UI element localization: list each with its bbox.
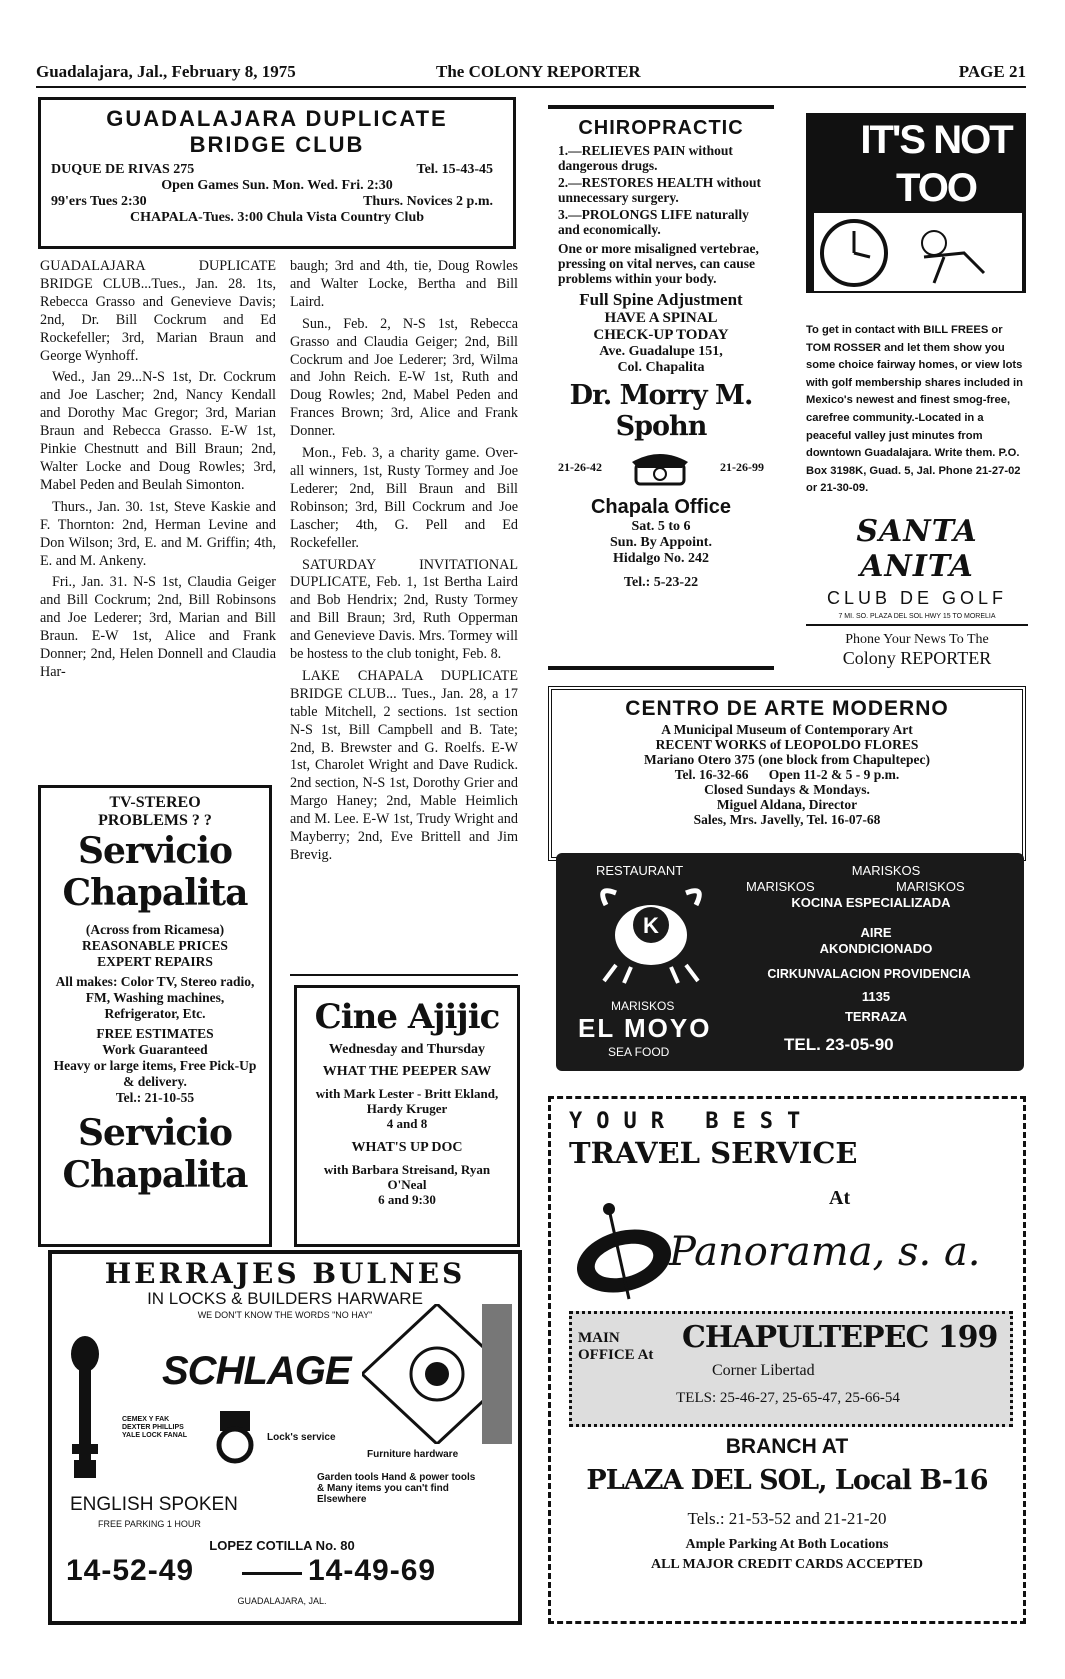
door-knob-icon — [362, 1304, 512, 1444]
tv-head-2: PROBLEMS ? ? — [98, 812, 212, 829]
chiro-doctor: Dr. Morry M. Spohn — [569, 380, 753, 442]
article-paragraph: Thurs., Jan. 30. 1st, Steve Kaskie and F. Thornton: 2nd, Herman Levine and Don Wilson; 3rd, E. and M. Griffin; 4th, E. and M. Ankeny. — [40, 498, 276, 569]
centro-title: CENTRO DE ARTE MODERNO — [625, 697, 949, 720]
bridge-title-2: BRIDGE CLUB — [189, 132, 365, 157]
chiro-address: Ave. Guadalupe 151, — [599, 344, 723, 359]
mar-kocina: KOCINA ESPECIALIZADA — [791, 895, 951, 910]
mar-seafood: SEA FOOD — [608, 1045, 670, 1059]
centro-l3: Mariano Otero 375 (one block from Chapultepec) — [644, 752, 930, 767]
cine-cast-1: with Mark Lester - Britt Ekland, Hardy Kruger — [315, 1086, 499, 1116]
herr-garden: Garden tools Hand & power tools & Many items you can't find Elsewhere — [317, 1472, 476, 1505]
santa-name: SANTA ANITA — [856, 514, 978, 584]
cine-film-2: WHAT'S UP DOC — [351, 1140, 463, 1155]
late-line-2: TOO — [896, 166, 976, 210]
travel-branch: BRANCH AT — [725, 1435, 849, 1458]
mar-m2: MARISKOS — [746, 879, 815, 894]
centro-open: Open 11-2 & 5 - 9 p.m. — [768, 767, 900, 782]
herr-locks: Lock's service — [267, 1432, 336, 1443]
herr-brands-list: CEMEX Y FAK DEXTER PHILLIPS YALE LOCK FANAL — [122, 1416, 188, 1439]
bridge-99ers: 99'ers Tues 2:30 — [51, 194, 147, 209]
panorama-travel-ad — [548, 1096, 1026, 1624]
tv-tel: Tel.: 21-10-55 — [115, 1090, 195, 1105]
herrajes-bulnes-ad — [48, 1250, 522, 1625]
cine-times-1: 4 and 8 — [386, 1116, 428, 1131]
tv-head-1: TV-STEREO — [109, 794, 201, 811]
chiro-checkup-1: HAVE A SPINAL — [604, 310, 718, 326]
centro-l1: A Municipal Museum of Contemporary Art — [661, 722, 913, 737]
mar-akon: AKONDICIONADO — [819, 941, 933, 956]
travel-credit: ALL MAJOR CREDIT CARDS ACCEPTED — [650, 1557, 923, 1572]
centro-closed: Closed Sundays & Mondays. — [704, 782, 870, 797]
chiro-sun: Sun. By Appoint. — [610, 535, 712, 550]
chiropractic-ad — [548, 105, 774, 670]
mar-aire: AIRE — [860, 925, 892, 940]
paper-name: The COLONY REPORTER — [436, 62, 641, 81]
mar-terraza: TERRAZA — [844, 1009, 908, 1024]
bridge-chapala: CHAPALA-Tues. 3:00 Chula Vista Country Club — [129, 210, 425, 225]
herr-phone-rule — [242, 1572, 302, 1575]
late-line-1: IT'S NOT — [860, 118, 1012, 162]
chiro-title: CHIROPRACTIC — [578, 117, 744, 139]
herr-english: ENGLISH SPOKEN — [70, 1494, 238, 1515]
santa-sub: 7 MI. SO. PLAZA DEL SOL HWY 15 TO MORELIA — [838, 613, 996, 620]
chiro-phone-2: 21-26-99 — [720, 460, 764, 474]
travel-parking: Ample Parking At Both Locations — [685, 1537, 889, 1552]
tv-estimates: FREE ESTIMATES — [96, 1026, 214, 1041]
bridge-tel: Tel. 15-43-45 — [416, 162, 493, 177]
crab-logo-icon — [596, 885, 706, 985]
travel-service: TRAVEL SERVICE — [569, 1136, 858, 1170]
herr-title: HERRAJES BULNES — [104, 1257, 466, 1290]
column-rule — [290, 974, 518, 976]
antique-key-icon — [64, 1334, 106, 1484]
tv-brand-4: Chapalita — [62, 1154, 248, 1196]
mariskos-el-moyo-ad — [556, 853, 1024, 1071]
tv-heavy: Heavy or large items, Free Pick-Up & delivery. — [53, 1058, 257, 1089]
bridge-open: Open Games Sun. Mon. Wed. Fri. 2:30 — [161, 178, 393, 193]
herr-city: GUADALAJARA, JAL. — [237, 1596, 327, 1606]
cine-times-2: 6 and 9:30 — [378, 1192, 436, 1207]
chiro-colonia: Col. Chapalita — [617, 360, 705, 375]
its-not-too-late-ad — [806, 113, 1026, 293]
mar-restaurant: RESTAURANT — [596, 863, 684, 878]
travel-chap: CHAPULTEPEC 199 — [682, 1320, 998, 1355]
tv-across: (Across from Ricamesa) — [85, 922, 225, 937]
cine-days: Wednesday and Thursday — [328, 1042, 486, 1057]
article-paragraph: LAKE CHAPALA DUPLICATE BRIDGE CLUB... Tues., Jan. 28, a 17 table Mitchell, 2 sections. 1st section N-S 1st, Bill Campbell and B. Tate; 2nd, B. Brewster and G. Roelfs. E-W 1st, Charolet Wright and Dave Rudick. 2nd section, N-S 1st, Dorothy Grier and Margo Haney; 2nd, Mable Heimlich and M. Lee. E-W 1st, Trudy Wright and Mayberry; 2nd, Eve Brittell and Jim Brevig. — [290, 667, 518, 863]
santa-club: CLUB DE GOLF — [826, 588, 1008, 608]
herr-parking: FREE PARKING 1 HOUR — [98, 1519, 201, 1529]
mar-mariskos-label: MARISKOS — [611, 999, 675, 1013]
mar-num: 1135 — [861, 989, 891, 1004]
running-clock-icon — [814, 213, 1022, 291]
travel-corner: Corner Libertad — [712, 1362, 815, 1379]
bridge-results-column-1 — [40, 258, 276, 772]
travel-main: MAIN OFFICE At — [578, 1330, 654, 1363]
telephone-icon — [630, 450, 690, 486]
tv-brand-2: Chapalita — [62, 872, 248, 914]
panorama-logo-icon — [569, 1199, 679, 1309]
mar-m3: MARISKOS — [896, 879, 965, 894]
article-paragraph: GUADALAJARA DUPLICATE BRIDGE CLUB...Tues., Jan. 28. 1ts, Rebecca Grasso and Genevieve Davis; 2nd, Dr. Bill Cockrum and Ed Rockefeller; 3rd, Marian Braun and George Wynhoff. — [40, 258, 276, 364]
svg-text:K: K — [643, 913, 659, 938]
cine-cast-2: with Barbara Streisand, Ryan O'Neal — [323, 1162, 491, 1192]
travel-at: At — [829, 1187, 851, 1209]
tv-prices: REASONABLE PRICES — [82, 938, 228, 953]
cine-film-1: WHAT THE PEEPER SAW — [322, 1064, 492, 1079]
travel-tels: TELS: 25-46-27, 25-65-47, 25-66-54 — [676, 1390, 900, 1406]
mar-circ: CIRKUNVALACION PROVIDENCIA — [767, 967, 971, 981]
bridge-club-ad — [38, 97, 516, 249]
bridge-results-column-2 — [290, 258, 518, 974]
knocker-icon — [212, 1409, 258, 1465]
herr-sub: IN LOCKS & BUILDERS HARWARE — [147, 1289, 423, 1308]
chiro-office: Chapala Office — [590, 496, 732, 518]
article-paragraph: Mon., Feb. 3, a charity game. Over-all winners, 1st, Rusty Tormey and Joe Lederer; 2nd, Bill Braun and Bill Robinson; 3rd, Bill Cockrum and Joe Lascher; 4th, G. Pell and Ed Rockefeller. — [290, 445, 518, 551]
main-office-box — [569, 1311, 1013, 1427]
tv-makes: All makes: Color TV, Stereo radio, FM, Washing machines, Refrigerator, Etc. — [55, 974, 255, 1021]
santa-rule — [806, 624, 1028, 626]
bridge-novices: Thurs. Novices 2 p.m. — [363, 194, 493, 209]
centro-arte-moderno-ad — [548, 686, 1026, 861]
mar-elmoyo: EL MOYO — [578, 1013, 712, 1043]
santa-anita-ad — [806, 514, 1028, 622]
herr-phone-1: 14-52-49 — [66, 1554, 195, 1587]
article-paragraph: Fri., Jan. 31. N-S 1st, Claudia Geiger and Bill Cockrum; 2nd, Bill Robinsons and Joe Lederer; 3rd, Marian and Bill Braun. E-W 1st, Alice and Frank Donner; 2nd, Helen Donnell and Claudia Har- — [40, 574, 276, 680]
chiro-item-3: 3.—PROLONGS LIFE naturally and economically. — [558, 207, 749, 237]
centro-sales: Sales, Mrs. Javelly, Tel. 16-07-68 — [693, 812, 881, 827]
article-paragraph: Sun., Feb. 2, N-S 1st, Rebecca Grasso and Claudia Geiger; 2nd, Bill Cockrum and Joe Lederer; 3rd, Wilma and John Reich. E-W 1st, Ruth and Doug Rowles; 2nd, Mabel Peden and Frances Brown; 3rd, Alice and Frank Donner. — [290, 315, 518, 440]
phone-line-2: Colony REPORTER — [842, 648, 992, 668]
phone-news-note — [806, 632, 1028, 672]
travel-plaza: PLAZA DEL SOL, Local B-16 — [586, 1465, 988, 1496]
tv-repairs: EXPERT REPAIRS — [97, 954, 213, 969]
chiro-item-1: 1.—RELIEVES PAIN without dangerous drugs. — [558, 143, 733, 173]
centro-tel: Tel. 16-32-66 — [674, 767, 749, 782]
chiro-phone-1: 21-26-42 — [558, 460, 602, 474]
cine-title: Cine Ajijic — [314, 997, 500, 1037]
tv-work: Work Guaranteed — [102, 1042, 208, 1057]
cine-ajijic-ad — [294, 985, 520, 1247]
bridge-title-1: GUADALAJARA DUPLICATE — [106, 106, 448, 131]
chiro-hidalgo: Hidalgo No. 242 — [612, 551, 710, 566]
bridge-address: DUQUE DE RIVAS 275 — [51, 162, 195, 177]
herr-address: LOPEZ COTILLA No. 80 — [209, 1538, 355, 1553]
tv-brand-1: Servicio — [77, 830, 233, 872]
tv-stereo-ad — [38, 785, 272, 1247]
chiro-checkup-2: CHECK-UP TODAY — [593, 327, 729, 343]
chiro-tel: Tel.: 5-23-22 — [623, 575, 699, 590]
phone-line-1: Phone Your News To The — [845, 632, 989, 647]
chiro-sat: Sat. 5 to 6 — [631, 519, 691, 534]
late-body: To get in contact with BILL FREES or TOM ROSSER and let them show you some choice fairway homes, or view lots with golf membership shares included in Mexico's newest and finest smog-free, carefree community.-Located in a peaceful valley just minutes from downtown Guadalajara. Write them. P.O. Box 3198K, Guad. 5, Jal. Phone 21-27-02 or 21-30-09. — [806, 324, 1023, 495]
article-paragraph: Wed., Jan 29...N-S 1st, Dr. Cockrum and Joe Lascher; 2nd, Nancy Kendall and Dorothy Mac Gregor; 3rd, Marian Braun and Rebecca Grasso. E-W 1st, Pinkie Chestnutt and Bill Braun; 2nd, Walter Locke and Doug Rowles; 3rd, Mabel Peden and Beulah Simonton. — [40, 369, 276, 493]
chiro-body: One or more misaligned vertebrae, pressing on vital nerves, can cause problems within your body. — [558, 241, 759, 286]
herr-words: WE DON'T KNOW THE WORDS "NO HAY" — [197, 1310, 373, 1320]
mar-m1: MARISKOS — [851, 863, 921, 878]
herr-phone-2: 14-49-69 — [308, 1554, 437, 1587]
herr-furniture: Furniture hardware — [367, 1449, 459, 1460]
chiro-adjust: Full Spine Adjustment — [579, 290, 743, 309]
mar-tel: TEL. 23-05-90 — [784, 1035, 894, 1054]
centro-l2: RECENT WORKS of LEOPOLDO FLORES — [655, 737, 919, 752]
dateline: Guadalajara, Jal., February 8, 1975 — [36, 62, 296, 81]
article-paragraph: SATURDAY INVITATIONAL DUPLICATE, Feb. 1, 1st Bertha Laird and Bob Hendrix; 2nd, Rusty Tormey and Bill Braun; 3rd, Ruth Opperman and Genevieve Davis. Mrs. Tormey will be hostess to the club tonight, Feb. 8. — [290, 556, 518, 663]
travel-tels-2: Tels.: 21-53-52 and 21-21-20 — [687, 1509, 887, 1528]
article-paragraph: baugh; 3rd and 4th, tie, Doug Rowles and Walter Locke, Bertha and Bill Laird. — [290, 258, 518, 310]
page-header — [36, 62, 1026, 88]
centro-director: Miguel Aldana, Director — [716, 797, 858, 812]
travel-your: YOUR BEST — [569, 1109, 815, 1134]
herr-schlage: SCHLAGE — [162, 1349, 351, 1393]
page-number: PAGE 21 — [958, 62, 1026, 81]
travel-brand: Panorama, s. a. — [669, 1229, 981, 1275]
chiro-item-2: 2.—RESTORES HEALTH without unnecessary surgery. — [558, 175, 761, 205]
tv-brand-3: Servicio — [77, 1112, 233, 1154]
